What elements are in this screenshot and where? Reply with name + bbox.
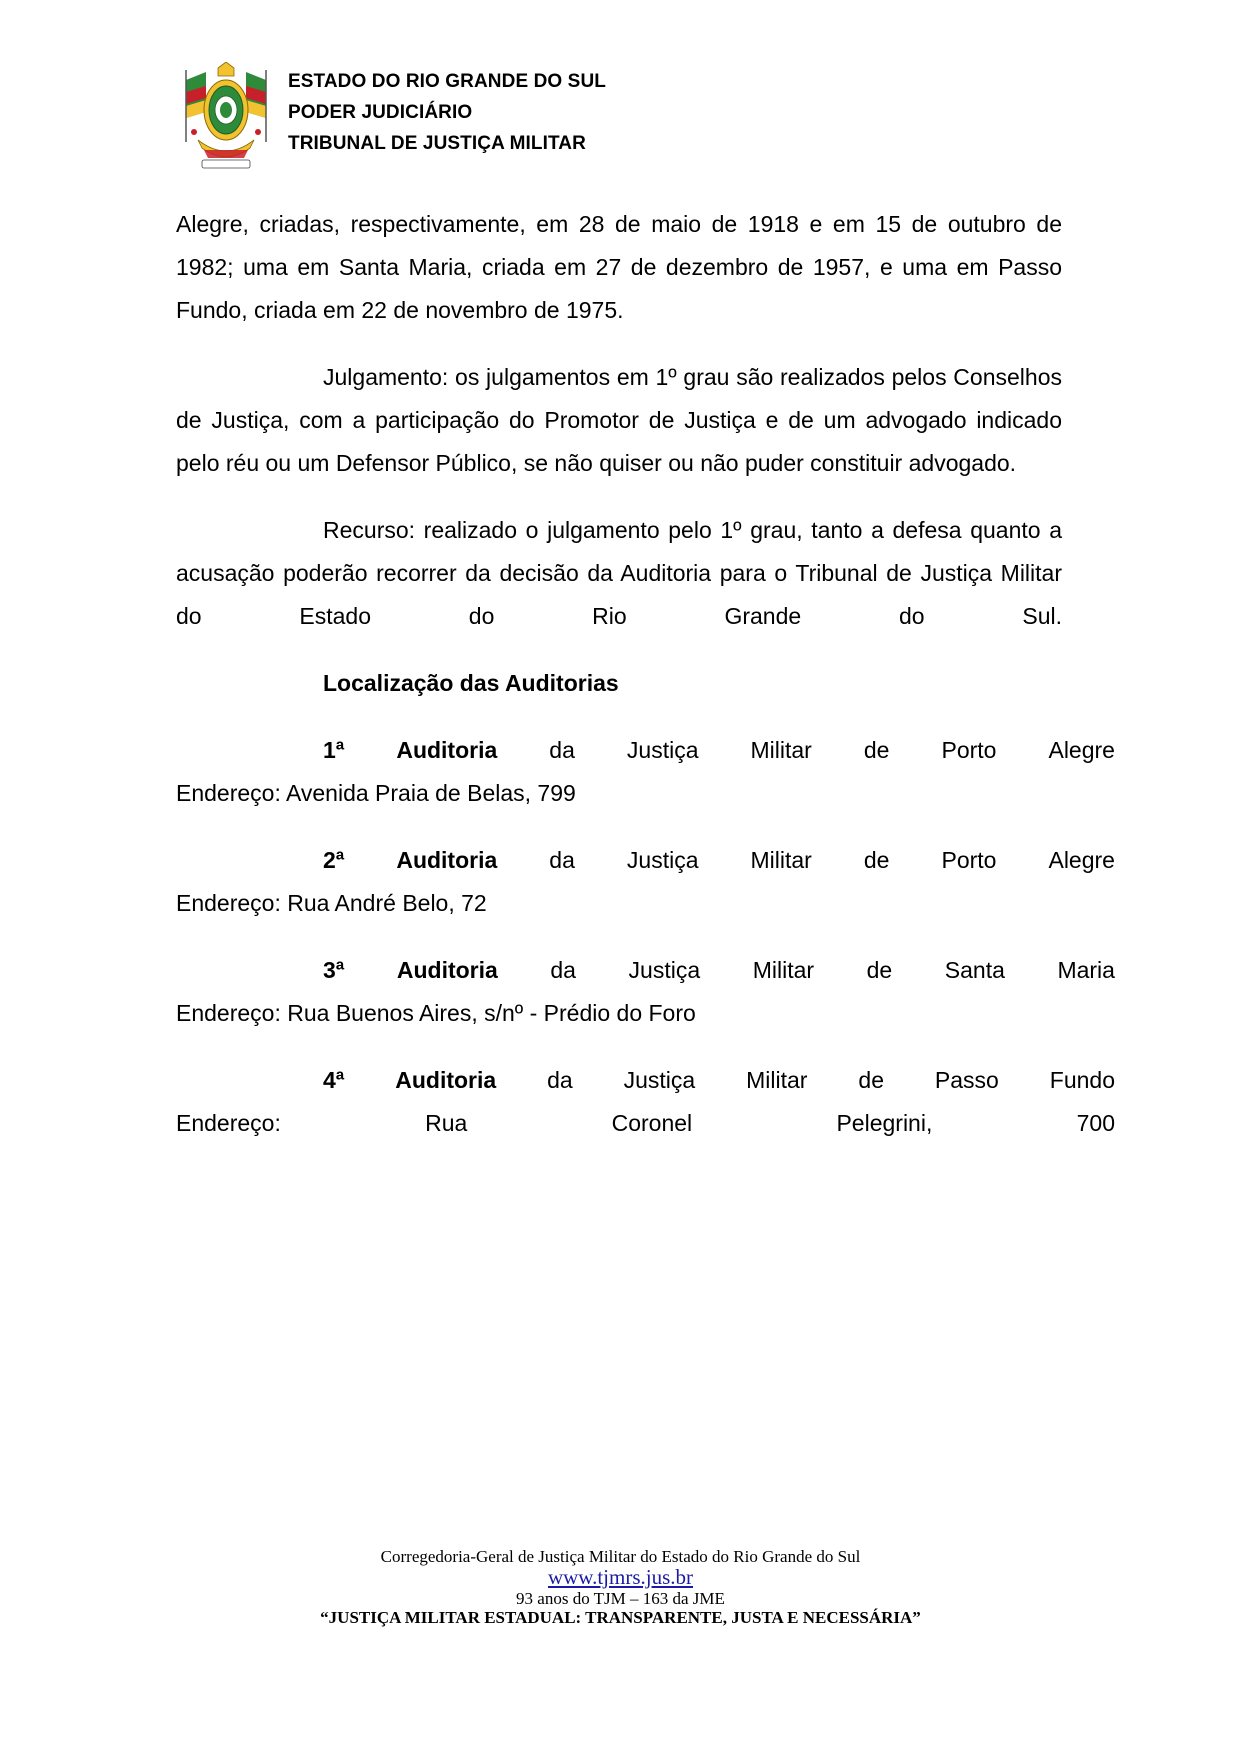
auditoria-title (176, 949, 1115, 992)
auditoria-word: Justiça (626, 737, 699, 763)
auditoria-word: Justiça (628, 957, 701, 983)
address-word: Rua (425, 1110, 468, 1136)
auditoria-title (176, 1059, 1115, 1102)
auditoria-address: Endereço: Rua André Belo, 72 (176, 890, 487, 916)
auditoria-entry (176, 729, 1115, 815)
address-word: Pelegrini, (836, 1110, 933, 1136)
auditoria-entry (176, 1059, 1115, 1145)
auditoria-title (176, 729, 1115, 772)
header-state: ESTADO DO RIO GRANDE DO SUL (288, 71, 606, 92)
header-power: PODER JUDICIÁRIO (288, 102, 473, 123)
auditoria-number: 1ª (323, 737, 345, 763)
auditoria-word: Auditoria (396, 957, 498, 983)
auditoria-word: Militar (750, 737, 812, 763)
paragraph-auditorias-creation: Alegre, criadas, respectivamente, em 28 de maio de 1918 e em 15 de outubro de 1982; uma em Santa Maria, criada em 27 de dezembro de 1957, e uma em Passo Fundo, criada em 22 de novembro de 1975. (176, 211, 1062, 323)
auditoria-word: Justiça (623, 1067, 696, 1093)
auditoria-word: Auditoria (396, 737, 498, 763)
footer-website-link[interactable]: www.tjmrs.jus.br (547, 1565, 694, 1589)
auditoria-word: Auditoria (395, 1067, 497, 1093)
auditoria-number: 3ª (323, 957, 345, 983)
auditoria-word: da (549, 847, 575, 873)
auditoria-address: Endereço: Avenida Praia de Belas, 799 (176, 780, 576, 806)
document-footer (0, 1547, 1241, 1627)
auditoria-word: Alegre (1048, 847, 1115, 873)
address-word: 700 (1076, 1110, 1115, 1136)
auditoria-number: 4ª (323, 1067, 345, 1093)
auditoria-entry (176, 949, 1115, 1035)
auditoria-word: da (547, 1067, 573, 1093)
paragraph-recurso: Recurso: realizado o julgamento pelo 1º grau, tanto a defesa quanto a acusação poderão recorrer da decisão da Auditoria para o Tribunal de Justiça Militar do Estado do Rio Grande do Sul. (176, 517, 1062, 629)
address-word: Coronel (611, 1110, 693, 1136)
auditoria-word: Passo (934, 1067, 999, 1093)
auditoria-word: da (549, 737, 575, 763)
auditoria-word: Justiça (626, 847, 699, 873)
auditoria-word: Militar (750, 847, 812, 873)
footer-institution: Corregedoria-Geral de Justiça Militar do Estado do Rio Grande do Sul (380, 1547, 861, 1566)
document-header (288, 66, 606, 159)
auditoria-address (176, 1102, 1115, 1145)
section-title: Localização das Auditorias (323, 670, 619, 696)
auditoria-word: Santa (944, 957, 1005, 983)
paragraph-julgamento: Julgamento: os julgamentos em 1º grau são realizados pelos Conselhos de Justiça, com a participação do Promotor de Justiça e de um advogado indicado pelo réu ou um Defensor Público, se não quiser ou não puder constituir advogado. (176, 364, 1062, 476)
footer-anniversary: 93 anos do TJM – 163 da JME (516, 1589, 725, 1608)
auditoria-title (176, 839, 1115, 882)
footer-motto: “JUSTIÇA MILITAR ESTADUAL: TRANSPARENTE, JUSTA E NECESSÁRIA” (320, 1608, 921, 1627)
coat-of-arms-logo (180, 62, 272, 172)
address-word: Endereço: (176, 1110, 281, 1136)
header-court: TRIBUNAL DE JUSTIÇA MILITAR (288, 133, 586, 154)
auditoria-word: Porto (941, 737, 997, 763)
auditoria-word: Militar (746, 1067, 808, 1093)
document-body (176, 203, 1115, 1169)
auditoria-word: da (550, 957, 576, 983)
auditoria-word: Auditoria (396, 847, 498, 873)
auditoria-word: Militar (752, 957, 815, 983)
auditoria-word: Fundo (1049, 1067, 1115, 1093)
auditoria-word: Alegre (1048, 737, 1115, 763)
auditoria-number: 2ª (323, 847, 345, 873)
auditoria-word: de (866, 957, 893, 983)
auditoria-address: Endereço: Rua Buenos Aires, s/nº - Prédio do Foro (176, 1000, 696, 1026)
auditoria-word: Porto (941, 847, 997, 873)
auditoria-word: de (858, 1067, 884, 1093)
auditoria-word: Maria (1057, 957, 1115, 983)
auditoria-word: de (863, 737, 890, 763)
auditoria-word: de (863, 847, 890, 873)
auditoria-entry (176, 839, 1115, 925)
